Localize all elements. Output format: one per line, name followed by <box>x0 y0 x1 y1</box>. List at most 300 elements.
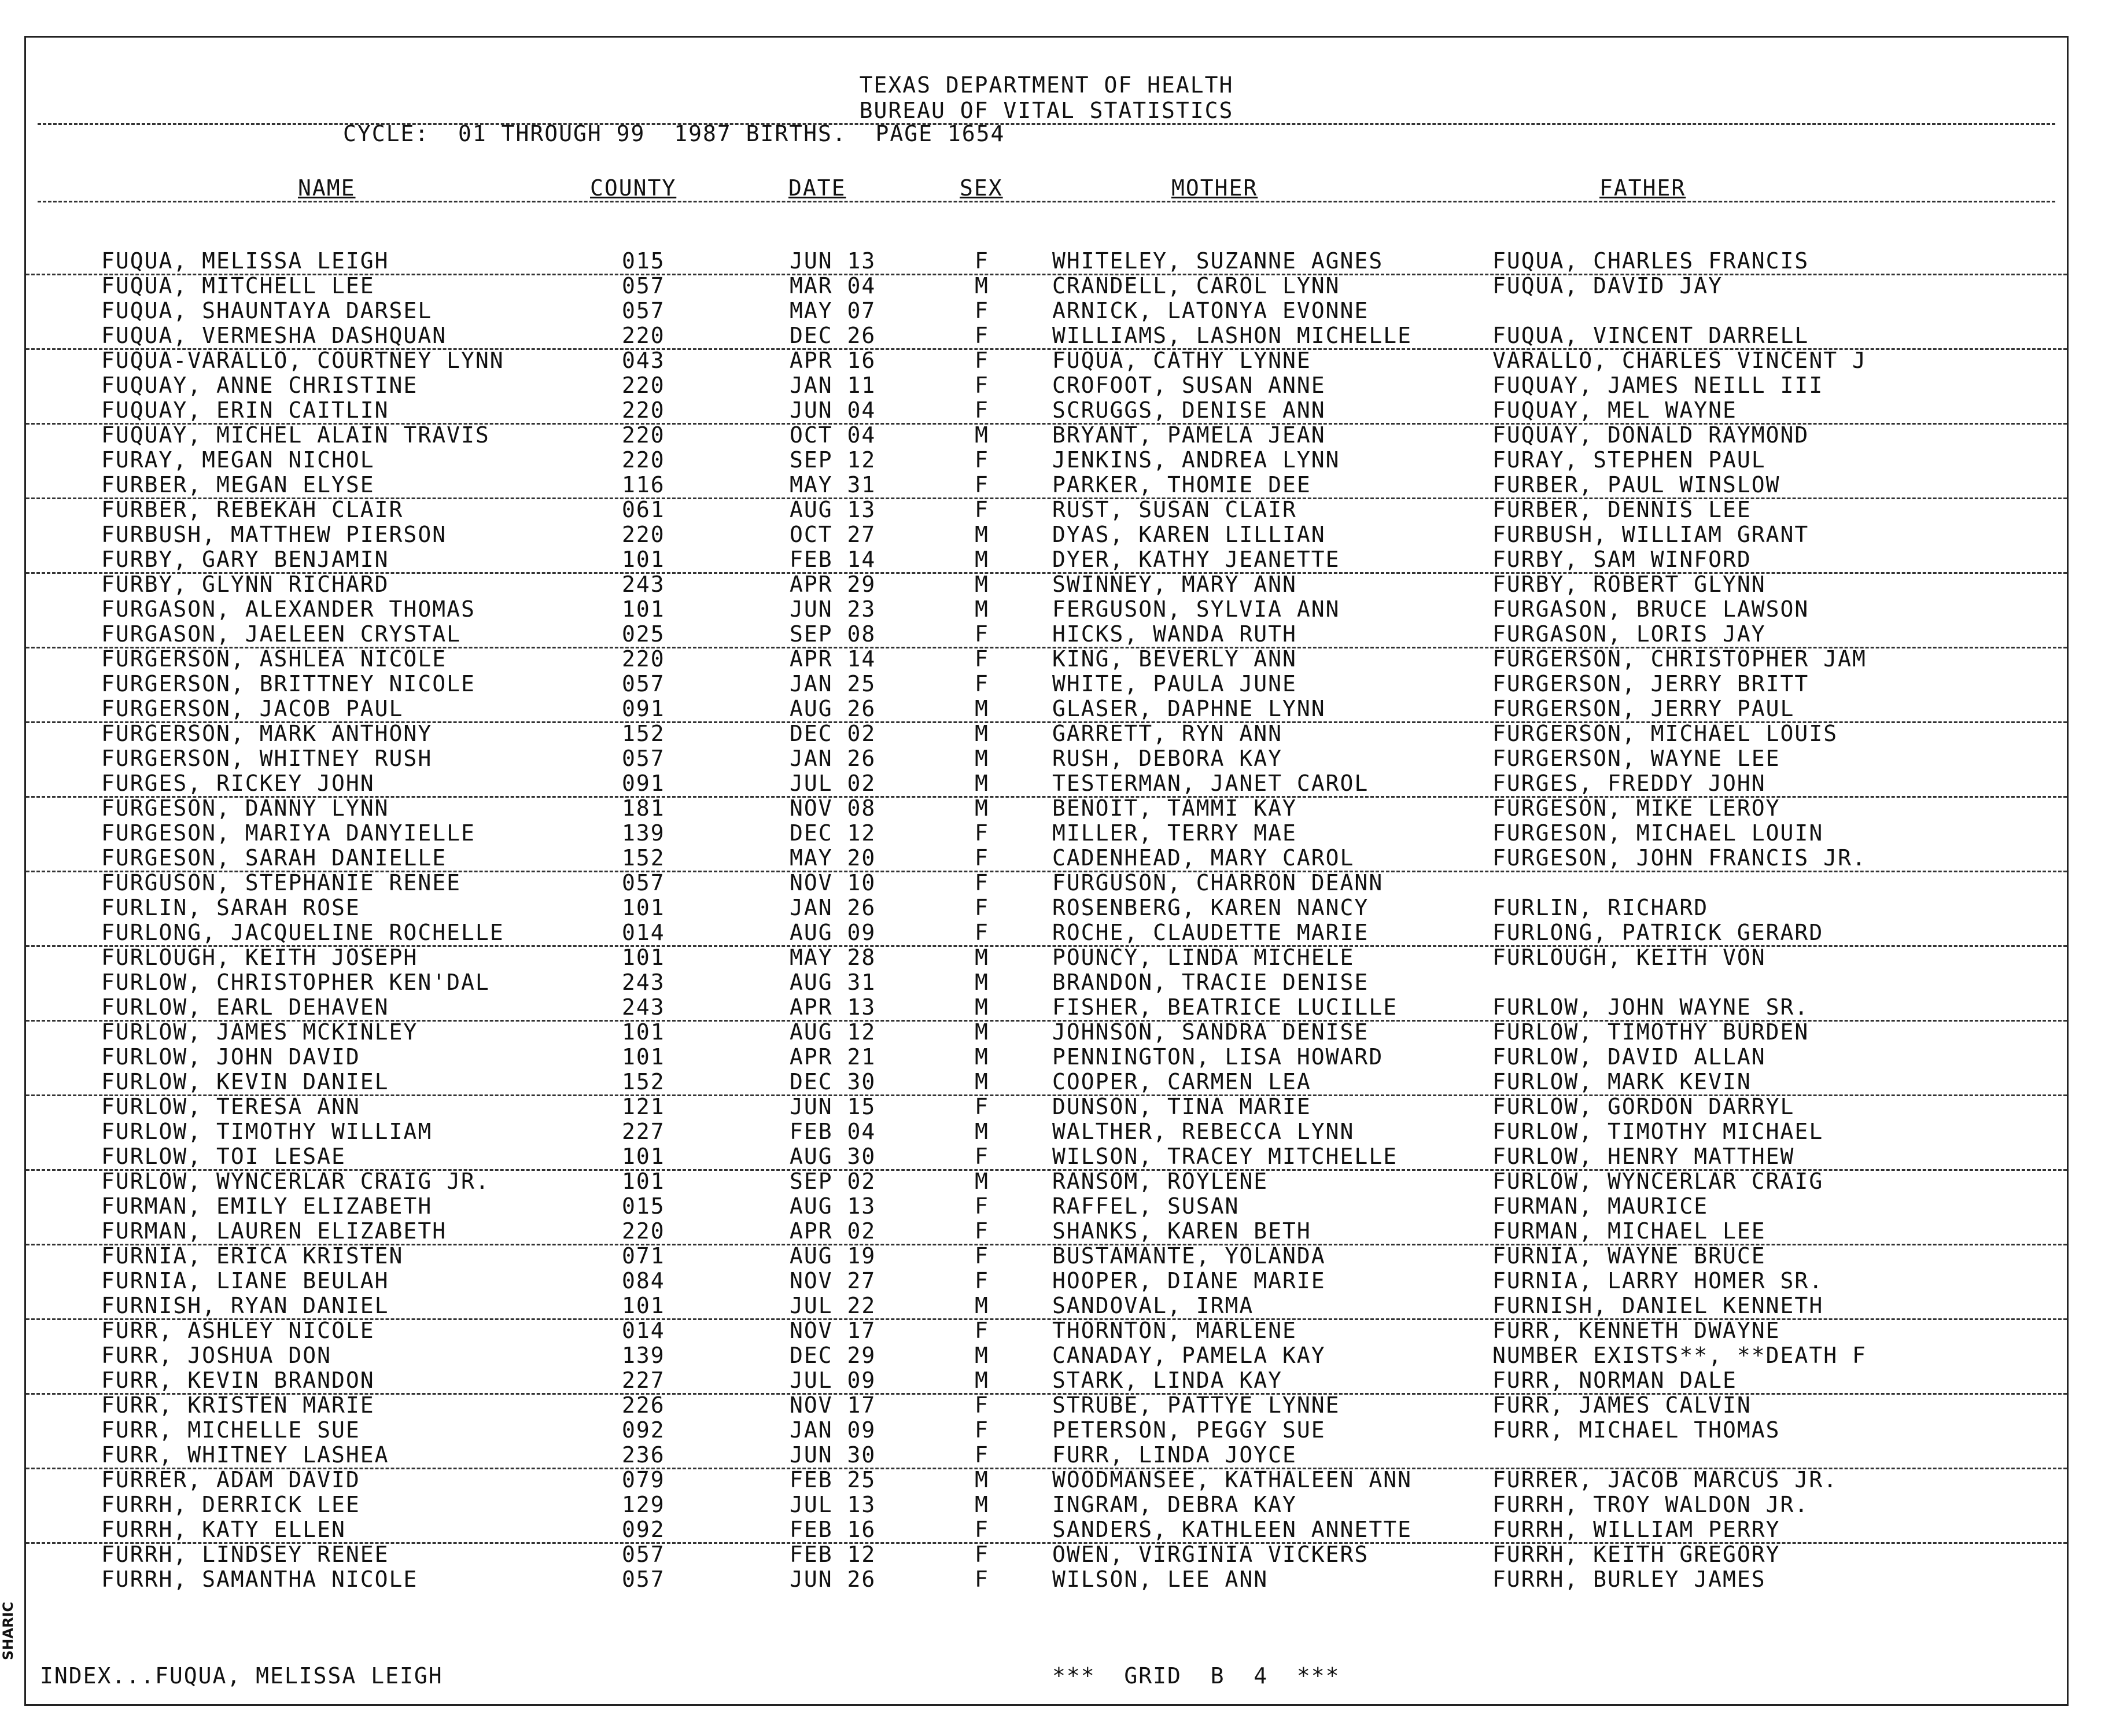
table-row <box>26 1268 2067 1293</box>
cell-county: 220 <box>622 373 665 398</box>
cell-date: DEC 12 <box>790 820 876 846</box>
cell-father: FURGASON, BRUCE LAWSON <box>1492 596 1809 622</box>
cell-sex: F <box>975 1567 989 1592</box>
cell-father: FURR, KENNETH DWAYNE <box>1492 1318 1780 1343</box>
cell-county: 057 <box>622 870 665 895</box>
cell-name: FURMAN, EMILY ELIZABETH <box>101 1193 433 1219</box>
cell-county: 121 <box>622 1094 665 1119</box>
cell-name: FURR, ASHLEY NICOLE <box>101 1318 375 1343</box>
cell-date: AUG 13 <box>790 497 876 522</box>
cell-name: FUQUA, SHAUNTAYA DARSEL <box>101 298 433 323</box>
cell-mother: SANDOVAL, IRMA <box>1052 1293 1254 1318</box>
cell-mother: WHITE, PAULA JUNE <box>1052 671 1297 696</box>
table-row <box>26 1392 2067 1418</box>
cell-date: JUN 15 <box>790 1094 876 1119</box>
cell-father: FURR, JAMES CALVIN <box>1492 1392 1752 1418</box>
cell-sex: F <box>975 895 989 920</box>
cell-date: APR 21 <box>790 1044 876 1070</box>
cell-sex: F <box>975 323 989 348</box>
cell-county: 220 <box>622 422 665 448</box>
cell-county: 101 <box>622 547 665 572</box>
cell-mother: POUNCY, LINDA MICHELE <box>1052 945 1355 970</box>
table-row <box>26 1218 2067 1245</box>
cell-sex: F <box>975 472 989 497</box>
cell-county: 025 <box>622 621 665 647</box>
cell-mother: RUST, SUSAN CLAIR <box>1052 497 1297 522</box>
cell-name: FUQUA, MELISSA LEIGH <box>101 248 389 274</box>
table-row <box>26 1542 2067 1567</box>
cell-date: SEP 08 <box>790 621 876 647</box>
cell-sex: M <box>975 795 989 821</box>
cell-mother: GLASER, DAPHNE LYNN <box>1052 696 1326 721</box>
divider-top <box>38 123 2055 125</box>
cell-father: FURLIN, RICHARD <box>1492 895 1709 920</box>
cell-father: FURBY, ROBERT GLYNN <box>1492 572 1766 597</box>
table-row <box>26 1467 2067 1492</box>
cell-mother: BRANDON, TRACIE DENISE <box>1052 970 1369 995</box>
cell-name: FUQUA, VERMESHA DASHQUAN <box>101 323 447 348</box>
cell-name: FURGESON, DANNY LYNN <box>101 795 389 821</box>
cell-date: FEB 04 <box>790 1119 876 1144</box>
table-row <box>26 1318 2067 1343</box>
cell-name: FURMAN, LAUREN ELIZABETH <box>101 1218 447 1244</box>
cell-county: 079 <box>622 1467 665 1492</box>
cell-father: FUQUAY, JAMES NEILL III <box>1492 373 1824 398</box>
cell-father: FURLOW, GORDON DARRYL <box>1492 1094 1795 1119</box>
cell-mother: HOOPER, DIANE MARIE <box>1052 1268 1326 1293</box>
cell-father: FURRER, JACOB MARCUS JR. <box>1492 1467 1838 1492</box>
cell-mother: ROSENBERG, KAREN NANCY <box>1052 895 1369 920</box>
cell-date: JUN 04 <box>790 397 876 423</box>
cell-date: APR 16 <box>790 348 876 373</box>
cell-date: AUG 26 <box>790 696 876 721</box>
cell-date: JUN 13 <box>790 248 876 274</box>
table-row <box>26 1442 2067 1469</box>
cell-date: DEC 29 <box>790 1343 876 1368</box>
table-row <box>26 721 2067 746</box>
cell-date: NOV 08 <box>790 795 876 821</box>
cell-name: FURGERSON, JACOB PAUL <box>101 696 404 721</box>
cell-county: 091 <box>622 771 665 796</box>
cell-sex: M <box>975 970 989 995</box>
cell-date: JUL 09 <box>790 1368 876 1393</box>
column-header-name: NAME <box>298 175 356 201</box>
cell-sex: F <box>975 373 989 398</box>
table-row <box>26 746 2067 771</box>
cell-sex: M <box>975 945 989 970</box>
cell-county: 101 <box>622 596 665 622</box>
cell-date: JAN 26 <box>790 746 876 771</box>
table-row <box>26 397 2067 425</box>
cell-father: FURMAN, MAURICE <box>1492 1193 1709 1219</box>
cell-father: FUQUA, VINCENT DARRELL <box>1492 323 1809 348</box>
cell-county: 101 <box>622 1169 665 1194</box>
cell-name: FURNIA, LIANE BEULAH <box>101 1268 389 1293</box>
cell-sex: F <box>975 1218 989 1244</box>
table-row <box>26 1193 2067 1219</box>
cell-father: FURGERSON, WAYNE LEE <box>1492 746 1780 771</box>
cell-county: 243 <box>622 994 665 1020</box>
cell-sex: F <box>975 1318 989 1343</box>
cell-date: NOV 27 <box>790 1268 876 1293</box>
cell-father: FURGESON, MIKE LEROY <box>1492 795 1780 821</box>
cell-mother: FUQUA, CATHY LYNNE <box>1052 348 1311 373</box>
cell-sex: F <box>975 671 989 696</box>
cell-date: MAR 04 <box>790 273 876 298</box>
cell-date: AUG 30 <box>790 1144 876 1169</box>
side-label: SHARIC <box>0 1602 16 1660</box>
cell-county: 220 <box>622 447 665 473</box>
cell-date: MAY 31 <box>790 472 876 497</box>
cell-name: FURR, WHITNEY LASHEA <box>101 1442 389 1468</box>
cell-father: FURLOW, MARK KEVIN <box>1492 1069 1752 1094</box>
table-row <box>26 497 2067 522</box>
cell-sex: F <box>975 1442 989 1468</box>
table-row <box>26 895 2067 920</box>
cell-date: NOV 10 <box>790 870 876 895</box>
table-row <box>26 1343 2067 1368</box>
cell-name: FURLOUGH, KEITH JOSEPH <box>101 945 418 970</box>
cell-date: OCT 27 <box>790 522 876 547</box>
cell-county: 227 <box>622 1119 665 1144</box>
column-header-date: DATE <box>788 175 846 201</box>
cell-father: FURGES, FREDDY JOHN <box>1492 771 1766 796</box>
cell-date: APR 29 <box>790 572 876 597</box>
cell-sex: M <box>975 1169 989 1194</box>
cell-father: FURLOW, DAVID ALLAN <box>1492 1044 1766 1070</box>
cell-date: DEC 26 <box>790 323 876 348</box>
table-row <box>26 248 2067 275</box>
cell-date: NOV 17 <box>790 1318 876 1343</box>
cell-father: FUQUAY, MEL WAYNE <box>1492 397 1737 423</box>
cell-mother: CANADAY, PAMELA KAY <box>1052 1343 1326 1368</box>
cell-date: FEB 12 <box>790 1542 876 1567</box>
cell-father: FURGESON, JOHN FRANCIS JR. <box>1492 845 1867 871</box>
table-row <box>26 596 2067 622</box>
cell-sex: M <box>975 994 989 1020</box>
cell-father: FURGESON, MICHAEL LOUIN <box>1492 820 1824 846</box>
table-row <box>26 1119 2067 1144</box>
cell-name: FURBER, REBEKAH CLAIR <box>101 497 404 522</box>
cell-date: DEC 30 <box>790 1069 876 1094</box>
cell-mother: HICKS, WANDA RUTH <box>1052 621 1297 647</box>
cell-mother: WHITELEY, SUZANNE AGNES <box>1052 248 1384 274</box>
cell-mother: FISHER, BEATRICE LUCILLE <box>1052 994 1398 1020</box>
cell-county: 092 <box>622 1417 665 1443</box>
cell-name: FURAY, MEGAN NICHOL <box>101 447 375 473</box>
cell-sex: M <box>975 1044 989 1070</box>
cell-name: FUQUA, MITCHELL LEE <box>101 273 375 298</box>
table-row <box>26 373 2067 398</box>
cell-mother: BUSTAMANTE, YOLANDA <box>1052 1243 1326 1269</box>
table-row <box>26 1243 2067 1269</box>
cell-father: FURLOW, HENRY MATTHEW <box>1492 1144 1795 1169</box>
cell-name: FURR, KEVIN BRANDON <box>101 1368 375 1393</box>
cell-mother: COOPER, CARMEN LEA <box>1052 1069 1311 1094</box>
cell-county: 057 <box>622 1542 665 1567</box>
cell-mother: PARKER, THOMIE DEE <box>1052 472 1311 497</box>
cell-county: 220 <box>622 522 665 547</box>
cell-name: FURLOW, WYNCERLAR CRAIG JR. <box>101 1169 490 1194</box>
cell-sex: M <box>975 1492 989 1517</box>
cell-mother: KING, BEVERLY ANN <box>1052 646 1297 672</box>
cell-county: 057 <box>622 671 665 696</box>
cell-name: FURBY, GARY BENJAMIN <box>101 547 389 572</box>
table-row <box>26 323 2067 350</box>
cell-name: FURGASON, ALEXANDER THOMAS <box>101 596 475 622</box>
cell-father: FURGERSON, CHRISTOPHER JAM <box>1492 646 1867 672</box>
cell-county: 057 <box>622 1567 665 1592</box>
cell-sex: M <box>975 273 989 298</box>
cell-name: FURNIA, ERICA KRISTEN <box>101 1243 404 1269</box>
cell-mother: CROFOOT, SUSAN ANNE <box>1052 373 1326 398</box>
cell-mother: STARK, LINDA KAY <box>1052 1368 1283 1393</box>
cell-county: 101 <box>622 1144 665 1169</box>
cell-name: FURRH, LINDSEY RENEE <box>101 1542 389 1567</box>
cell-county: 139 <box>622 820 665 846</box>
cell-name: FURR, KRISTEN MARIE <box>101 1392 375 1418</box>
cell-date: JUL 13 <box>790 1492 876 1517</box>
cell-sex: M <box>975 721 989 746</box>
cell-sex: M <box>975 547 989 572</box>
cell-mother: WILLIAMS, LASHON MICHELLE <box>1052 323 1412 348</box>
cell-name: FURGASON, JAELEEN CRYSTAL <box>101 621 461 647</box>
table-row <box>26 820 2067 846</box>
cell-county: 152 <box>622 845 665 871</box>
cell-county: 057 <box>622 273 665 298</box>
cell-county: 226 <box>622 1392 665 1418</box>
cell-name: FURGERSON, WHITNEY RUSH <box>101 746 433 771</box>
cell-sex: F <box>975 845 989 871</box>
cell-name: FUQUAY, MICHEL ALAIN TRAVIS <box>101 422 490 448</box>
bureau-title: BUREAU OF VITAL STATISTICS <box>859 98 1234 123</box>
table-row <box>26 994 2067 1022</box>
cell-sex: F <box>975 1094 989 1119</box>
cell-father: FURMAN, MICHAEL LEE <box>1492 1218 1766 1244</box>
table-row <box>26 970 2067 995</box>
divider-columns <box>38 201 2055 202</box>
cell-county: 014 <box>622 1318 665 1343</box>
cell-mother: STRUBE, PATTYE LYNNE <box>1052 1392 1340 1418</box>
cell-mother: CADENHEAD, MARY CAROL <box>1052 845 1355 871</box>
cell-father: FURNIA, LARRY HOMER SR. <box>1492 1268 1824 1293</box>
cell-date: JUN 26 <box>790 1567 876 1592</box>
cell-sex: F <box>975 1517 989 1542</box>
cell-date: MAY 07 <box>790 298 876 323</box>
cell-name: FURR, MICHELLE SUE <box>101 1417 360 1443</box>
cell-father: FURLOW, TIMOTHY BURDEN <box>1492 1019 1809 1045</box>
table-row <box>26 845 2067 872</box>
cell-name: FURLIN, SARAH ROSE <box>101 895 360 920</box>
cell-father: FURBER, PAUL WINSLOW <box>1492 472 1780 497</box>
cell-sex: F <box>975 1243 989 1269</box>
cell-name: FURRH, SAMANTHA NICOLE <box>101 1567 418 1592</box>
table-row <box>26 1069 2067 1096</box>
cell-date: JAN 11 <box>790 373 876 398</box>
table-row <box>26 696 2067 723</box>
cell-father: FURR, MICHAEL THOMAS <box>1492 1417 1780 1443</box>
cell-sex: F <box>975 497 989 522</box>
cell-sex: M <box>975 1343 989 1368</box>
cell-name: FURGESON, MARIYA DANYIELLE <box>101 820 475 846</box>
cell-sex: M <box>975 596 989 622</box>
cell-county: 101 <box>622 1044 665 1070</box>
column-header-sex: SEX <box>960 175 1003 201</box>
cell-date: APR 13 <box>790 994 876 1020</box>
cycle-line: CYCLE: 01 THROUGH 99 1987 BIRTHS. PAGE 1654 <box>343 121 1005 146</box>
grid-footer: *** GRID B 4 *** <box>1052 1663 1340 1689</box>
cell-father: FURBY, SAM WINFORD <box>1492 547 1752 572</box>
cell-sex: M <box>975 746 989 771</box>
cell-name: FURBY, GLYNN RICHARD <box>101 572 389 597</box>
cell-county: 057 <box>622 298 665 323</box>
cell-county: 101 <box>622 1019 665 1045</box>
cell-county: 084 <box>622 1268 665 1293</box>
cell-father: FURLOW, WYNCERLAR CRAIG <box>1492 1169 1824 1194</box>
table-row <box>26 1368 2067 1395</box>
cell-date: AUG 12 <box>790 1019 876 1045</box>
table-row <box>26 572 2067 597</box>
cell-county: 101 <box>622 895 665 920</box>
cell-mother: TESTERMAN, JANET CAROL <box>1052 771 1369 796</box>
cell-sex: M <box>975 572 989 597</box>
cell-date: JAN 25 <box>790 671 876 696</box>
cell-date: FEB 16 <box>790 1517 876 1542</box>
cell-name: FURLOW, EARL DEHAVEN <box>101 994 389 1020</box>
cell-county: 152 <box>622 721 665 746</box>
cell-sex: M <box>975 422 989 448</box>
table-row <box>26 1417 2067 1443</box>
cell-county: 129 <box>622 1492 665 1517</box>
table-row <box>26 422 2067 448</box>
cell-mother: BRYANT, PAMELA JEAN <box>1052 422 1326 448</box>
cell-date: JAN 09 <box>790 1417 876 1443</box>
cell-name: FURNISH, RYAN DANIEL <box>101 1293 389 1318</box>
cell-father: FUQUA, CHARLES FRANCIS <box>1492 248 1809 274</box>
cell-mother: DUNSON, TINA MARIE <box>1052 1094 1311 1119</box>
table-row <box>26 1293 2067 1320</box>
cell-sex: F <box>975 298 989 323</box>
cell-sex: M <box>975 771 989 796</box>
cell-father: FURGERSON, JERRY PAUL <box>1492 696 1795 721</box>
cell-father: FURLONG, PATRICK GERARD <box>1492 920 1824 945</box>
cell-date: NOV 17 <box>790 1392 876 1418</box>
cell-mother: WALTHER, REBECCA LYNN <box>1052 1119 1355 1144</box>
cell-county: 220 <box>622 646 665 672</box>
cell-county: 015 <box>622 248 665 274</box>
cell-name: FURBER, MEGAN ELYSE <box>101 472 375 497</box>
cell-sex: M <box>975 1368 989 1393</box>
column-header-father: FATHER <box>1599 175 1686 201</box>
index-footer: INDEX...FUQUA, MELISSA LEIGH <box>40 1663 443 1689</box>
cell-sex: F <box>975 1417 989 1443</box>
cell-sex: M <box>975 696 989 721</box>
cell-date: SEP 12 <box>790 447 876 473</box>
cell-mother: GARRETT, RYN ANN <box>1052 721 1283 746</box>
cell-name: FURR, JOSHUA DON <box>101 1343 332 1368</box>
cell-sex: F <box>975 447 989 473</box>
cell-sex: F <box>975 820 989 846</box>
cell-father: FURLOUGH, KEITH VON <box>1492 945 1766 970</box>
cell-mother: JENKINS, ANDREA LYNN <box>1052 447 1340 473</box>
cell-father: FURLOW, JOHN WAYNE SR. <box>1492 994 1809 1020</box>
cell-father: FURNIA, WAYNE BRUCE <box>1492 1243 1766 1269</box>
cell-sex: M <box>975 1119 989 1144</box>
table-row <box>26 547 2067 574</box>
cell-mother: DYAS, KAREN LILLIAN <box>1052 522 1326 547</box>
cell-father: FURNISH, DANIEL KENNETH <box>1492 1293 1824 1318</box>
cell-mother: PETERSON, PEGGY SUE <box>1052 1417 1326 1443</box>
cell-name: FURGUSON, STEPHANIE RENEE <box>101 870 461 895</box>
cell-county: 116 <box>622 472 665 497</box>
cell-county: 243 <box>622 970 665 995</box>
cell-mother: RAFFEL, SUSAN <box>1052 1193 1240 1219</box>
cell-date: DEC 02 <box>790 721 876 746</box>
cell-mother: BENOIT, TAMMI KAY <box>1052 795 1297 821</box>
cell-county: 014 <box>622 920 665 945</box>
cell-mother: DYER, KATHY JEANETTE <box>1052 547 1340 572</box>
cell-date: FEB 14 <box>790 547 876 572</box>
table-row <box>26 945 2067 970</box>
cell-mother: RUSH, DEBORA KAY <box>1052 746 1283 771</box>
table-row <box>26 348 2067 373</box>
cell-father: FURGASON, LORIS JAY <box>1492 621 1766 647</box>
cell-father: FURBER, DENNIS LEE <box>1492 497 1752 522</box>
cell-mother: CRANDELL, CAROL LYNN <box>1052 273 1340 298</box>
cell-date: OCT 04 <box>790 422 876 448</box>
cell-sex: M <box>975 1019 989 1045</box>
cell-mother: SANDERS, KATHLEEN ANNETTE <box>1052 1517 1412 1542</box>
cell-date: JAN 26 <box>790 895 876 920</box>
cell-name: FURLOW, TIMOTHY WILLIAM <box>101 1119 433 1144</box>
table-row <box>26 646 2067 672</box>
cell-sex: F <box>975 1144 989 1169</box>
cell-mother: PENNINGTON, LISA HOWARD <box>1052 1044 1384 1070</box>
table-row <box>26 472 2067 499</box>
cell-sex: F <box>975 1542 989 1567</box>
cell-sex: M <box>975 1293 989 1318</box>
cell-name: FURBUSH, MATTHEW PIERSON <box>101 522 447 547</box>
cell-mother: OWEN, VIRGINIA VICKERS <box>1052 1542 1369 1567</box>
cell-mother: MILLER, TERRY MAE <box>1052 820 1297 846</box>
cell-county: 061 <box>622 497 665 522</box>
cell-date: MAY 20 <box>790 845 876 871</box>
cell-father: FURRH, WILLIAM PERRY <box>1492 1517 1780 1542</box>
cell-mother: WOODMANSEE, KATHALEEN ANN <box>1052 1467 1412 1492</box>
table-row <box>26 273 2067 298</box>
cell-name: FURRH, DERRICK LEE <box>101 1492 360 1517</box>
cell-county: 152 <box>622 1069 665 1094</box>
cell-father: FURAY, STEPHEN PAUL <box>1492 447 1766 473</box>
table-row <box>26 1517 2067 1544</box>
cell-county: 101 <box>622 945 665 970</box>
table-row <box>26 621 2067 648</box>
cell-sex: F <box>975 1392 989 1418</box>
table-row <box>26 1094 2067 1119</box>
table-row <box>26 522 2067 547</box>
cell-county: 091 <box>622 696 665 721</box>
cell-date: APR 02 <box>790 1218 876 1244</box>
cell-county: 181 <box>622 795 665 821</box>
cell-mother: ARNICK, LATONYA EVONNE <box>1052 298 1369 323</box>
cell-date: SEP 02 <box>790 1169 876 1194</box>
cell-mother: SWINNEY, MARY ANN <box>1052 572 1297 597</box>
cell-date: AUG 09 <box>790 920 876 945</box>
cell-date: APR 14 <box>790 646 876 672</box>
cell-county: 015 <box>622 1193 665 1219</box>
cell-county: 101 <box>622 1293 665 1318</box>
cell-mother: JOHNSON, SANDRA DENISE <box>1052 1019 1369 1045</box>
